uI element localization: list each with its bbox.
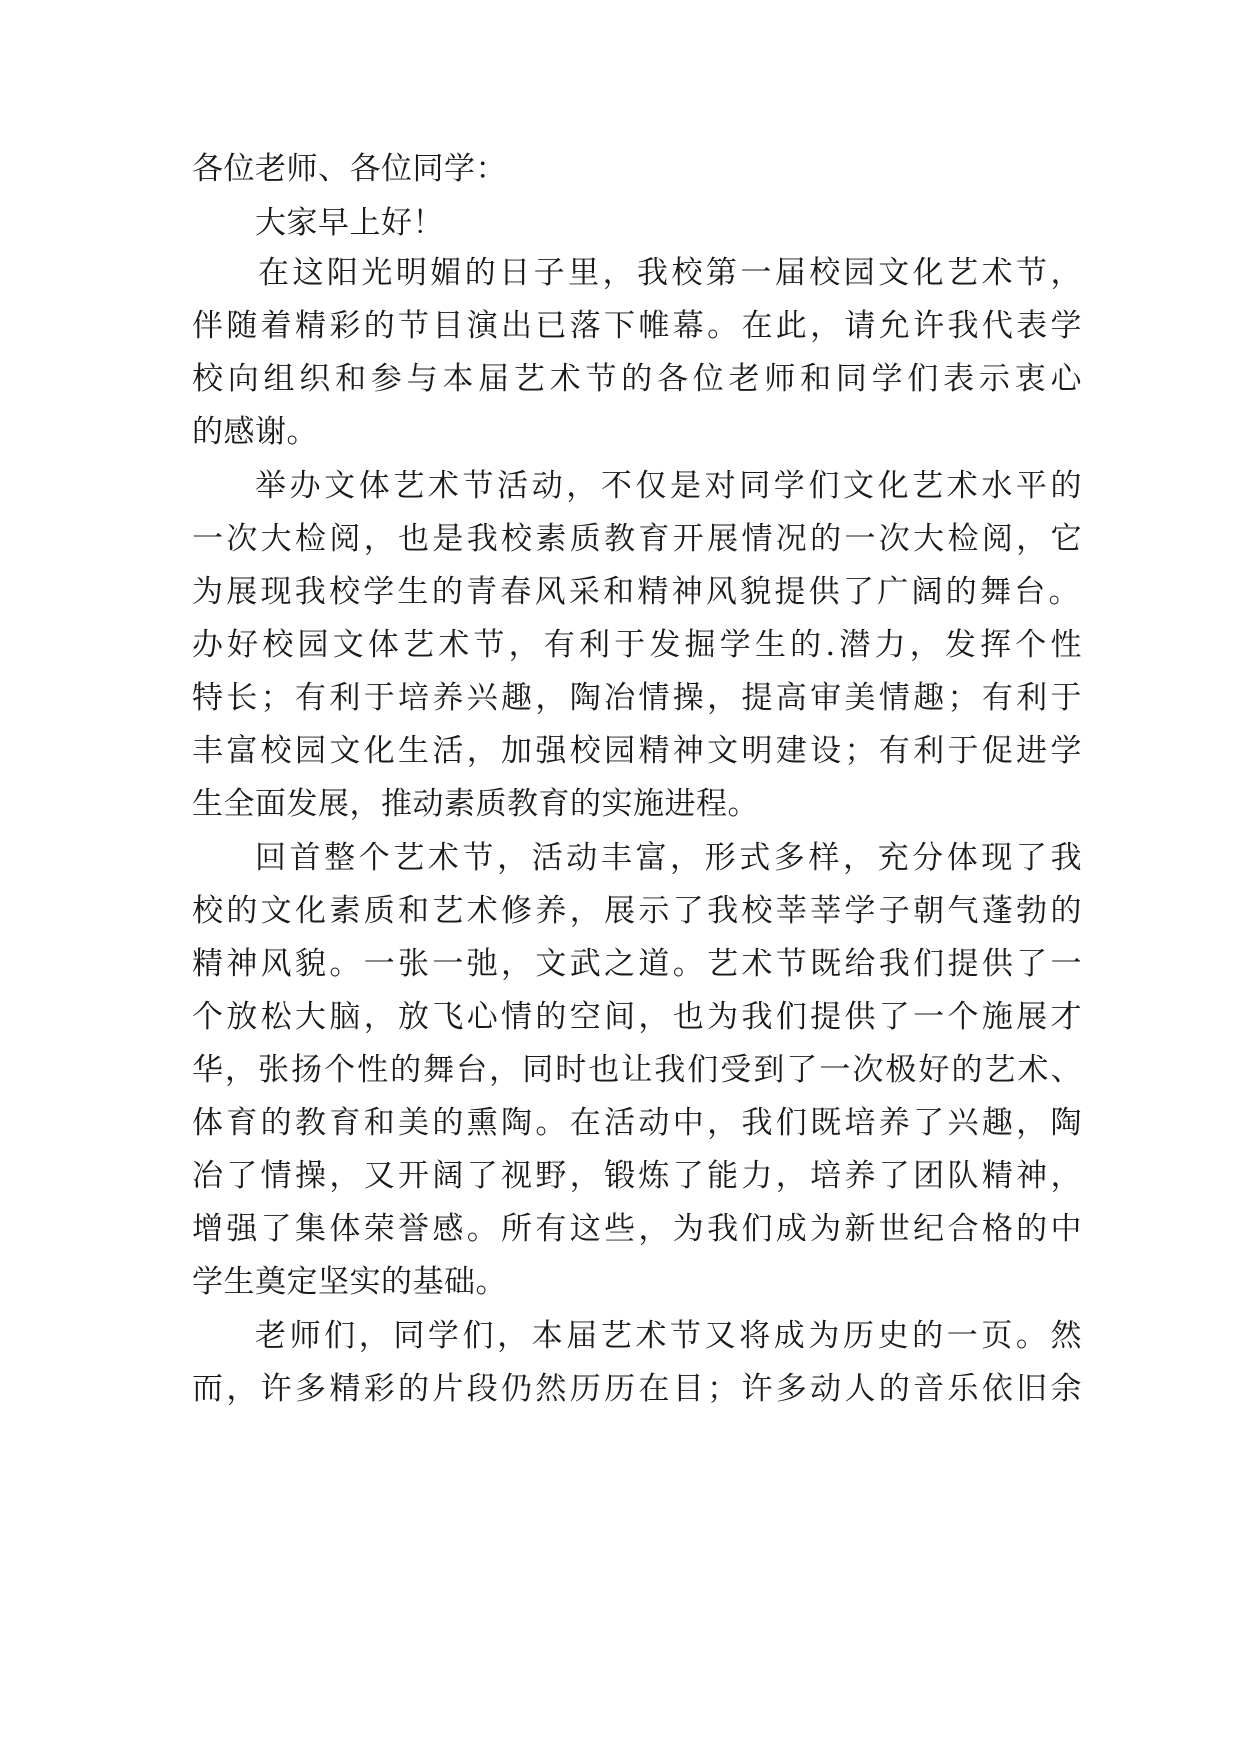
paragraph-2-line-6: 丰富校园文化生活，加强校园精神文明建设；有利于促进学: [192, 733, 1082, 769]
paragraph-2-line-7: 生全面发展，推动素质教育的实施进程。: [192, 786, 759, 822]
paragraph-3-line-1: 回首整个艺术节，活动丰富，形式多样，充分体现了我: [255, 840, 1082, 876]
paragraph-3-line-9: 学生奠定坚实的基础。: [192, 1264, 507, 1300]
paragraph-2-line-4: 办好校园文体艺术节，有利于发掘学生的.潜力，发挥个性: [192, 627, 1082, 663]
paragraph-3-line-2: 校的文化素质和艺术修养，展示了我校莘莘学子朝气蓬勃的: [192, 893, 1082, 929]
paragraph-3-line-4: 个放松大脑，放飞心情的空间，也为我们提供了一个施展才: [192, 999, 1082, 1035]
paragraph-2-line-3: 为展现我校学生的青春风采和精神风貌提供了广阔的舞台。: [192, 574, 1080, 610]
paragraph-1-line-2: 伴随着精彩的节目演出已落下帷幕。在此，请允许我代表学: [192, 308, 1082, 344]
paragraph-4-line-2: 而，许多精彩的片段仍然历历在目；许多动人的音乐依旧余: [192, 1371, 1082, 1407]
paragraph-4-line-1: 老师们，同学们，本届艺术节又将成为历史的一页。然: [255, 1318, 1082, 1354]
paragraph-3-line-3: 精神风貌。一张一弛，文武之道。艺术节既给我们提供了一: [192, 946, 1082, 982]
paragraph-2-line-2: 一次大检阅，也是我校素质教育开展情况的一次大检阅，它: [192, 521, 1082, 557]
salutation-line: 各位老师、各位同学：: [192, 151, 507, 187]
paragraph-1-line-4: 的感谢。: [192, 414, 318, 450]
paragraph-2-line-1: 举办文体艺术节活动，不仅是对同学们文化艺术水平的: [255, 468, 1082, 504]
paragraph-1-line-1: 在这阳光明媚的日子里，我校第一届校园文化艺术节，: [258, 255, 1082, 291]
paragraph-3-line-6: 体育的教育和美的熏陶。在活动中，我们既培养了兴趣，陶: [192, 1105, 1082, 1141]
paragraph-1-line-3: 校向组织和参与本届艺术节的各位老师和同学们表示衷心: [192, 361, 1082, 397]
paragraph-3-line-7: 冶了情操，又开阔了视野，锻炼了能力，培养了团队精神，: [192, 1158, 1082, 1194]
greeting-line: 大家早上好！: [255, 205, 444, 241]
paragraph-3-line-5: 华，张扬个性的舞台，同时也让我们受到了一次极好的艺术、: [192, 1052, 1082, 1088]
paragraph-3-line-8: 增强了集体荣誉感。所有这些，为我们成为新世纪合格的中: [192, 1211, 1082, 1247]
paragraph-2-line-5: 特长；有利于培养兴趣，陶冶情操，提高审美情趣；有利于: [192, 680, 1082, 716]
